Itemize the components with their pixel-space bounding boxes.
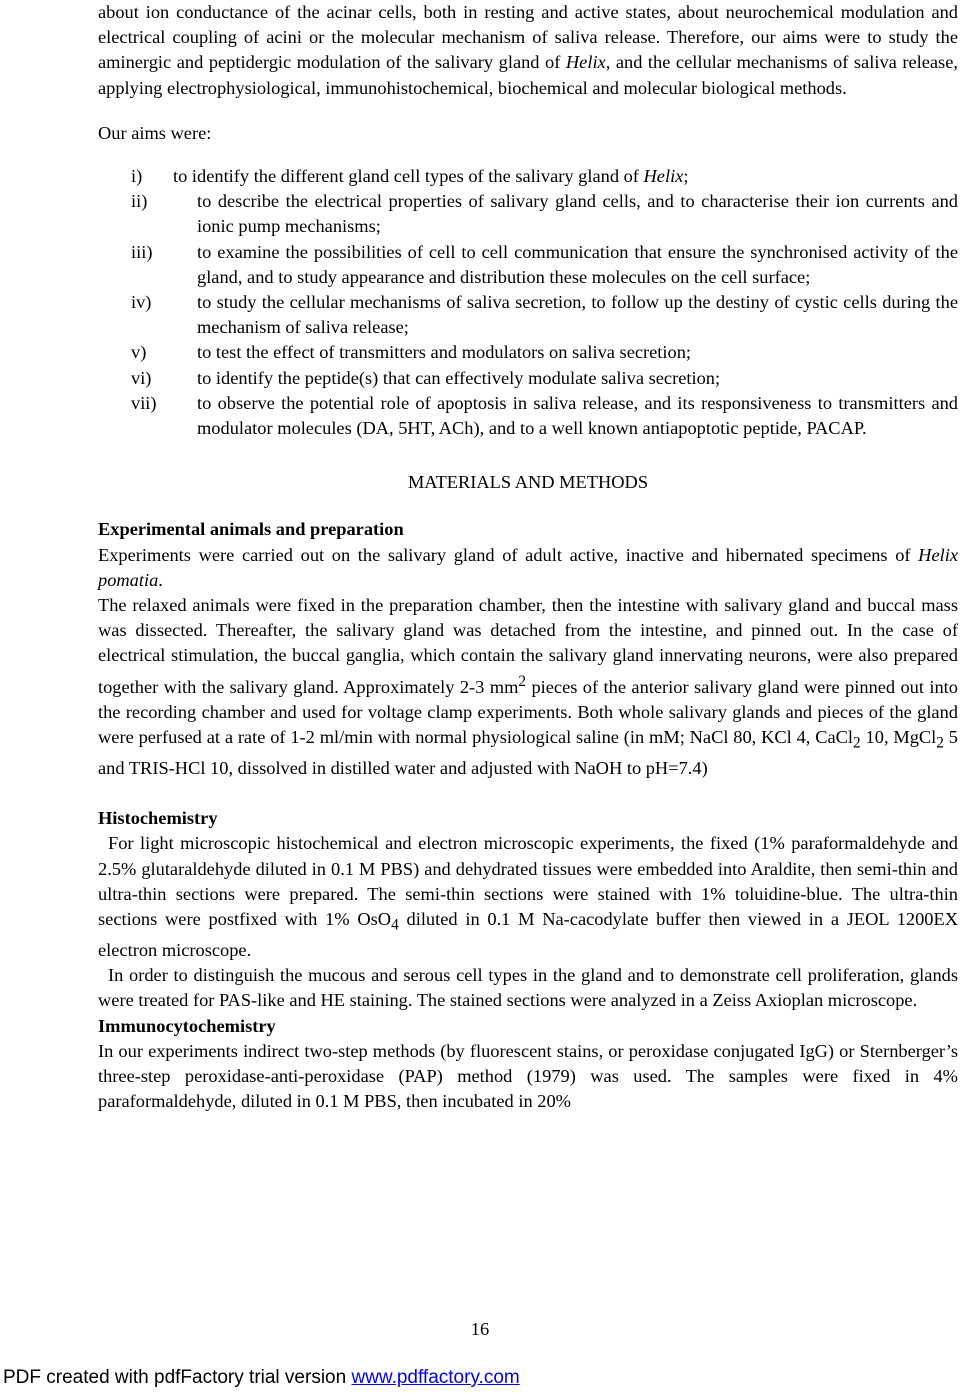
page-number: 16 bbox=[470, 1319, 490, 1339]
subscript: 2 bbox=[853, 734, 861, 752]
footer-text: PDF created with pdfFactory trial version bbox=[3, 1367, 352, 1388]
aim-item bbox=[131, 391, 958, 441]
aims-list bbox=[131, 164, 958, 441]
heading-experimental-animals: Experimental animals and preparation bbox=[98, 519, 404, 540]
animals-text: Experiments were carried out on the salivary gland of adult active, inactive and hibernated specimens of bbox=[98, 544, 919, 565]
aim-item bbox=[131, 290, 958, 340]
aim-text: to identify the peptide(s) that can effectively modulate saliva secretion; bbox=[197, 367, 721, 388]
aim-item bbox=[131, 240, 958, 290]
aim-italic: Helix bbox=[643, 166, 684, 187]
heading-histochemistry: Histochemistry bbox=[98, 808, 218, 829]
subscript: 2 bbox=[936, 734, 944, 752]
animals-text-end: . bbox=[158, 569, 163, 590]
aim-text-end: ; bbox=[683, 166, 689, 187]
animals-text-d: 5 and TRIS-HCl 10, dissolved in distilled water and adjusted with NaOH to pH=7.4) bbox=[98, 727, 958, 779]
aims-label: Our aims were: bbox=[98, 122, 212, 143]
aim-item bbox=[131, 164, 958, 189]
aim-number: v) bbox=[131, 342, 147, 363]
pdffactory-link[interactable]: www.pdffactory.com bbox=[351, 1367, 520, 1388]
aim-item bbox=[131, 340, 958, 365]
intro-italic: Helix bbox=[565, 52, 606, 73]
aim-text: to describe the electrical properties of salivary gland cells, and to characterise their ion currents and ionic pump mechanisms; bbox=[197, 191, 958, 237]
aim-number: vii) bbox=[131, 392, 157, 413]
aim-item bbox=[131, 189, 958, 239]
aim-number: ii) bbox=[131, 191, 148, 212]
aim-text bbox=[173, 164, 958, 189]
pdf-footer bbox=[3, 1367, 520, 1389]
spacer bbox=[98, 781, 958, 806]
animals-paragraph-2 bbox=[98, 593, 958, 781]
intro-text: about ion conductance of the acinar cells, both in resting and active states, about neurochemical modulation and electrical coupling of acini or the molecular mechanism of saliva release. Therefore, our aims were to study the aminergic and peptidergic modulation of the salivary gland of bbox=[98, 2, 958, 73]
aim-number: vi) bbox=[131, 367, 152, 388]
animals-text-a: The relaxed animals were fixed in the preparation chamber, then the intestine with salivary gland and buccal mass was dissected. Thereafter, the salivary gland was detached from the intestine, and pinned out. In the case of electrical stimulation, the buccal ganglia, which contain the salivary gland innervating neurons, were also prepared together with the salivary gland. Approximately 2-3 mm bbox=[98, 595, 958, 697]
aim-number: i) bbox=[131, 166, 143, 187]
aim-text: to study the cellular mechanisms of saliva secretion, to follow up the destiny of cystic cells during the mechanism of saliva release; bbox=[197, 292, 958, 338]
intro-paragraph bbox=[98, 0, 958, 101]
aim-number: iii) bbox=[131, 241, 153, 262]
superscript: 2 bbox=[518, 672, 527, 690]
animals-text-c: 10, MgCl bbox=[860, 727, 937, 748]
animals-text-b: pieces of the anterior salivary gland were pinned out into the recording chamber and used for voltage clamp experiments. Both whole salivary glands and pieces of the gland were perfused at a rate of 1-2 ml/min with normal physiological saline (in mM; NaCl 80, KCl 4, CaCl bbox=[98, 676, 958, 748]
aim-number: iv) bbox=[131, 292, 152, 313]
aim-text: to observe the potential role of apoptosis in saliva release, and its responsiveness to transmitters and modulator molecules (DA, 5HT, ACh), and to a well known antiapoptotic peptide, PACAP. bbox=[197, 392, 958, 439]
section-title: MATERIALS AND METHODS bbox=[407, 472, 649, 493]
histo-paragraph-1 bbox=[98, 831, 958, 963]
intro-text-end: , and the cellular mechanisms of saliva release, applying electrophysiological, immunohistochemical, biochemical and molecular biological methods. bbox=[98, 52, 958, 98]
aim-text: to test the effect of transmitters and modulators on saliva secretion; bbox=[197, 342, 692, 363]
heading-immunocytochemistry: Immunocytochemistry bbox=[98, 1015, 276, 1036]
aim-item bbox=[131, 366, 958, 391]
species-italic: Helix pomatia bbox=[98, 544, 958, 590]
aim-text: to examine the possibilities of cell to cell communication that ensure the synchronised activity of the gland, and to study appearance and distribution these molecules on the cell surface; bbox=[197, 241, 958, 287]
animals-paragraph-1 bbox=[98, 543, 958, 593]
histo-text-a: For light microscopic histochemical and electron microscopic experiments, the fixed (1% paraformaldehyde and 2.5% glutaraldehyde diluted in 0.1 M PBS) and dehydrated tissues were embedded into Araldite, then semi-thin and ultra-thin sections were prepared. The semi-thin sections were stained with 1% toluidine-blue. The ultra-thin sections were postfixed with 1% OsO bbox=[98, 833, 958, 930]
immuno-paragraph: In our experiments indirect two-step methods (by fluorescent stains, or peroxidase conjugated IgG) or Sternberger’s three-step peroxidase-anti-peroxidase (PAP) method (1979) was used. The samples were fixed in 4% paraformaldehyde, diluted in 0.1 M PBS, then incubated in 20% bbox=[98, 1040, 958, 1112]
subscript: 4 bbox=[391, 916, 399, 934]
histo-text-b: diluted in 0.1 M Na-cacodylate buffer then viewed in a JEOL 1200EX electron microscope. bbox=[98, 909, 958, 960]
aim-text-part: to identify the different gland cell types of the salivary gland of bbox=[173, 166, 644, 187]
document-page bbox=[98, 0, 958, 1114]
histo-paragraph-2: In order to distinguish the mucous and serous cell types in the gland and to demonstrate cell proliferation, glands were treated for PAS-like and HE staining. The stained sections were analyzed in a Zeiss Axioplan microscope. bbox=[98, 965, 958, 1011]
